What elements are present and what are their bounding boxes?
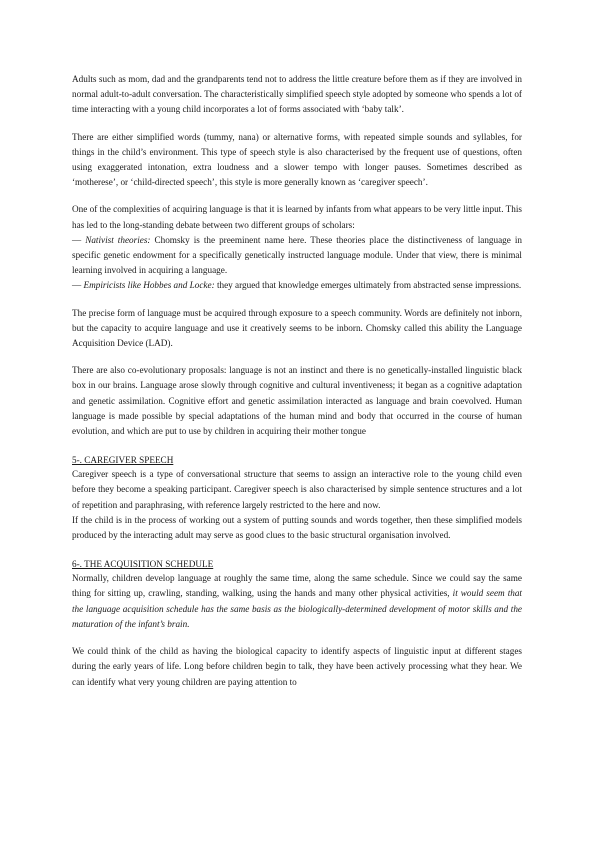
schedule-italic-text: it would seem that the language acquisition schedule has the same basis as the biologically-determined development of motor skills and the maturation of the infant’s brain. bbox=[72, 588, 522, 629]
paragraph-schedule bbox=[72, 571, 522, 632]
paragraph-co-evolution: There are also co-evolutionary proposals: language is not an instinct and there is no genetically-installed linguistic black box in our brains. Language arose slowly through cognitive and cultural inventiveness; it began as a cognitive adaptation and genetic assimilation. Cognitive effort and genetic assimilation interacted as language and brain coevolved. Human language is made possible by special adaptations of the human mind and body that occurred in the course of human evolution, and which are put to use by children in acquiring their mother tongue bbox=[72, 365, 522, 437]
paragraph-empiricist bbox=[72, 278, 522, 293]
paragraph-nativist bbox=[72, 233, 522, 279]
paragraph-baby-talk: Adults such as mom, dad and the grandparents tend not to address the little creature before them as if they are involved in normal adult-to-adult conversation. The characteristically simplified speech style adopted by someone who spends a lot of time interacting with a young child incorporates a lot of forms associated with ‘baby talk’. bbox=[72, 74, 522, 115]
paragraph-speech-community: The precise form of language must be acquired through exposure to a speech community. Words are definitely not inborn, but the capacity to acquire language and use it creatively seems to be inborn. Chomsky called this ability the Language Acquisition Device (LAD). bbox=[72, 307, 522, 349]
empiricist-dash: — bbox=[72, 280, 84, 291]
section-heading-acquisition-schedule: 6-. THE ACQUISITION SCHEDULE bbox=[72, 559, 214, 570]
section-heading-caregiver-speech: 5-. CAREGIVER SPEECH bbox=[72, 455, 174, 466]
paragraph-caregiver-style: There are either simplified words (tummy, nana) or alternative forms, with repeated simple sounds and syllables, for things in the child’s environment. This type of speech style is also characterised by the frequent use of questions, often using exaggerated intonation, extra loudness and a slower tempo with longer pauses. Sometimes described as ‘motherese’, or ‘child-directed speech’, this style is more generally known as ‘caregiver speech’. bbox=[72, 131, 522, 188]
nativist-label: Nativist theories: bbox=[85, 234, 151, 245]
empiricist-label: Empiricists like Hobbes and Locke: bbox=[83, 280, 215, 291]
document-page bbox=[72, 72, 522, 690]
paragraph-complexities: One of the complexities of acquiring language is that it is learned by infants from what appears to be very little input. This has led to the long-standing debate between two different groups of scholars: bbox=[72, 204, 522, 230]
nativist-dash: — bbox=[72, 234, 86, 245]
schedule-text: Normally, children develop language at roughly the same time, along the same schedule. Since we could say the same thing for sitting up, crawling, standing, walking, using the hands and many other physical activities, bbox=[72, 573, 522, 599]
empiricist-text: they argued that knowledge emerges ultimately from abstracted sense impressions. bbox=[214, 280, 522, 291]
nativist-text: Chomsky is the preeminent name here. These theories place the distinctiveness of language in specific genetic endowment for a specifically genetically instructed language module. Under that view, there is minimal learning involved in acquiring a language. bbox=[72, 234, 523, 276]
paragraph-caregiver-speech: Caregiver speech is a type of conversational structure that seems to assign an interactive role to the young child even before they become a speaking participant. Caregiver speech is also characterised by simple sentence structures and a lot of repetition and paraphrasing, with reference largely restricted to the here and now. bbox=[72, 469, 522, 510]
paragraph-biological-capacity: We could think of the child as having the biological capacity to identify aspects of linguistic input at different stages during the early years of life. Long before children begin to talk, they have been actively processing what they hear. We can identify what very young children are paying attention to bbox=[72, 646, 522, 687]
paragraph-simplified-models: If the child is in the process of working out a system of putting sounds and words together, then these simplified models produced by the interacting adult may serve as good clues to the basic structural organisation involved. bbox=[72, 514, 522, 541]
